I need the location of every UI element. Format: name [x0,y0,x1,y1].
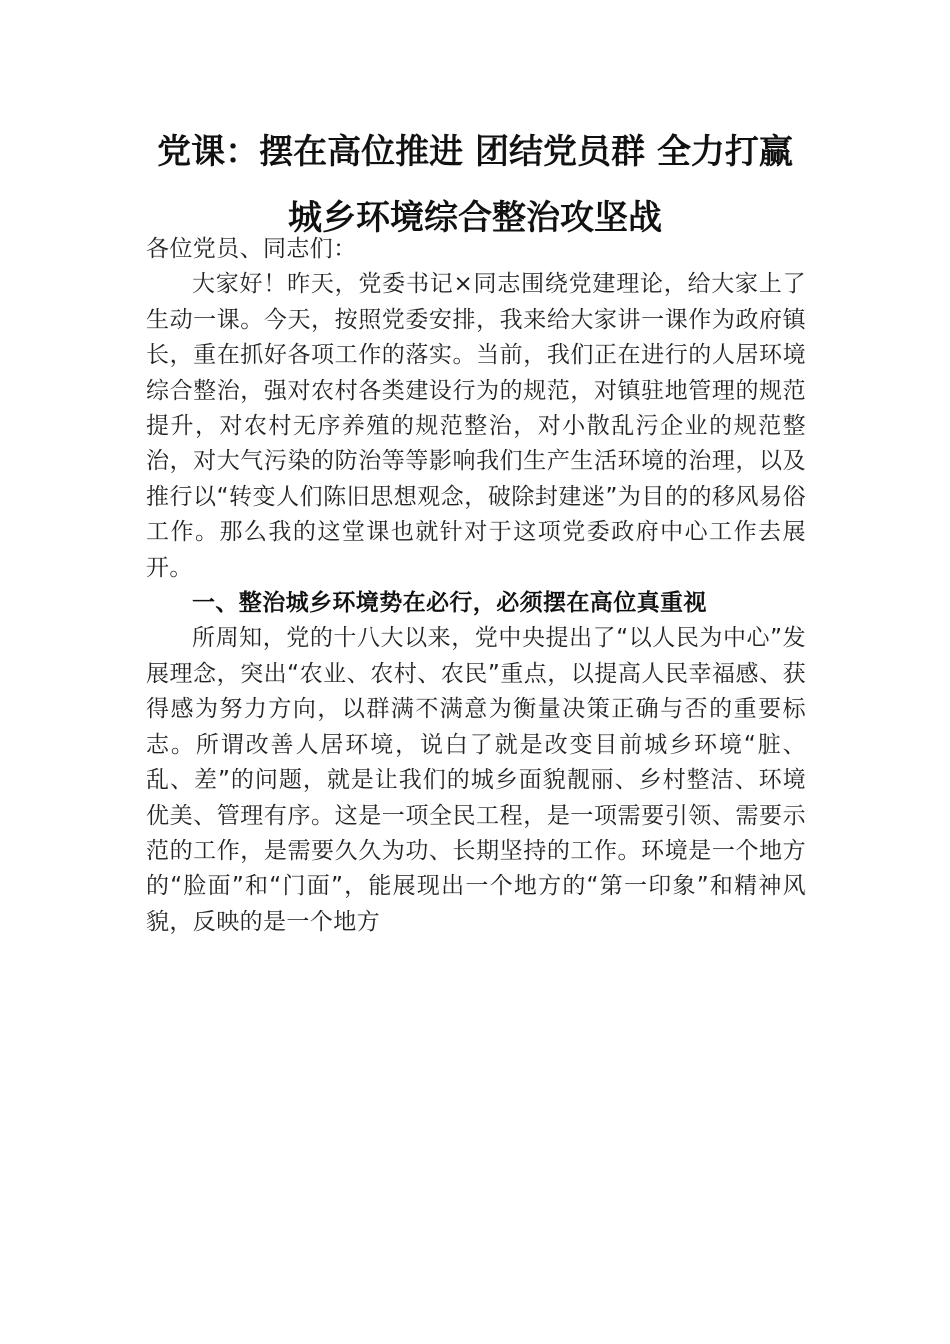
document-title-line-1: 党课：摆在高位推进 团结党员群 全力打赢 [157,132,793,172]
paragraph-2: 所周知，党的十八大以来，党中央提出了“以人民为中心”发展理念，突出“农业、农村、农民”重点，以提高人民幸福感、获得感为努力方向，以群满不满意为衡量决策正确与否的重要标志。所谓改善人居环境，说白了就是改变目前城乡环境“脏、乱、差”的问题，就是让我们的城乡面貌靓丽、乡村整洁、环境优美、管理有序。这是一项全民工程，是一项需要引领、需要示范的工作，是需要久久为功、长期坚持的工作。环境是一个地方的“脸面”和“门面”，能展现出一个地方的“第一印象”和精神风貌，反映的是一个地方 [146,625,806,935]
section-1-heading: 一、整治城乡环境势在必行，必须摆在高位真重视 [192,590,707,617]
document-title-line-2: 城乡环境综合整治攻坚战 [288,198,662,238]
paragraph-1: 大家好！昨天，党委书记×同志围绕党建理论，给大家上了生动一课。今天，按照党委安排，我来给大家讲一课作为政府镇长，重在抓好各项工作的落实。当前，我们正在进行的人居环境综合整治，强对农村各类建设行为的规范，对镇驻地管理的规范提升，对农村无序养殖的规范整治，对小散乱污企业的规范整治，对大气污染的防治等等影响我们生产生活环境的治理，以及推行以“转变人们陈旧思想观念，破除封建迷”为目的的移风易俗工作。那么我的这堂课也就针对于这项党委政府中心工作去展开。 [146,271,806,581]
greeting: 各位党员、同志们： [146,236,357,262]
document-body [146,232,806,940]
